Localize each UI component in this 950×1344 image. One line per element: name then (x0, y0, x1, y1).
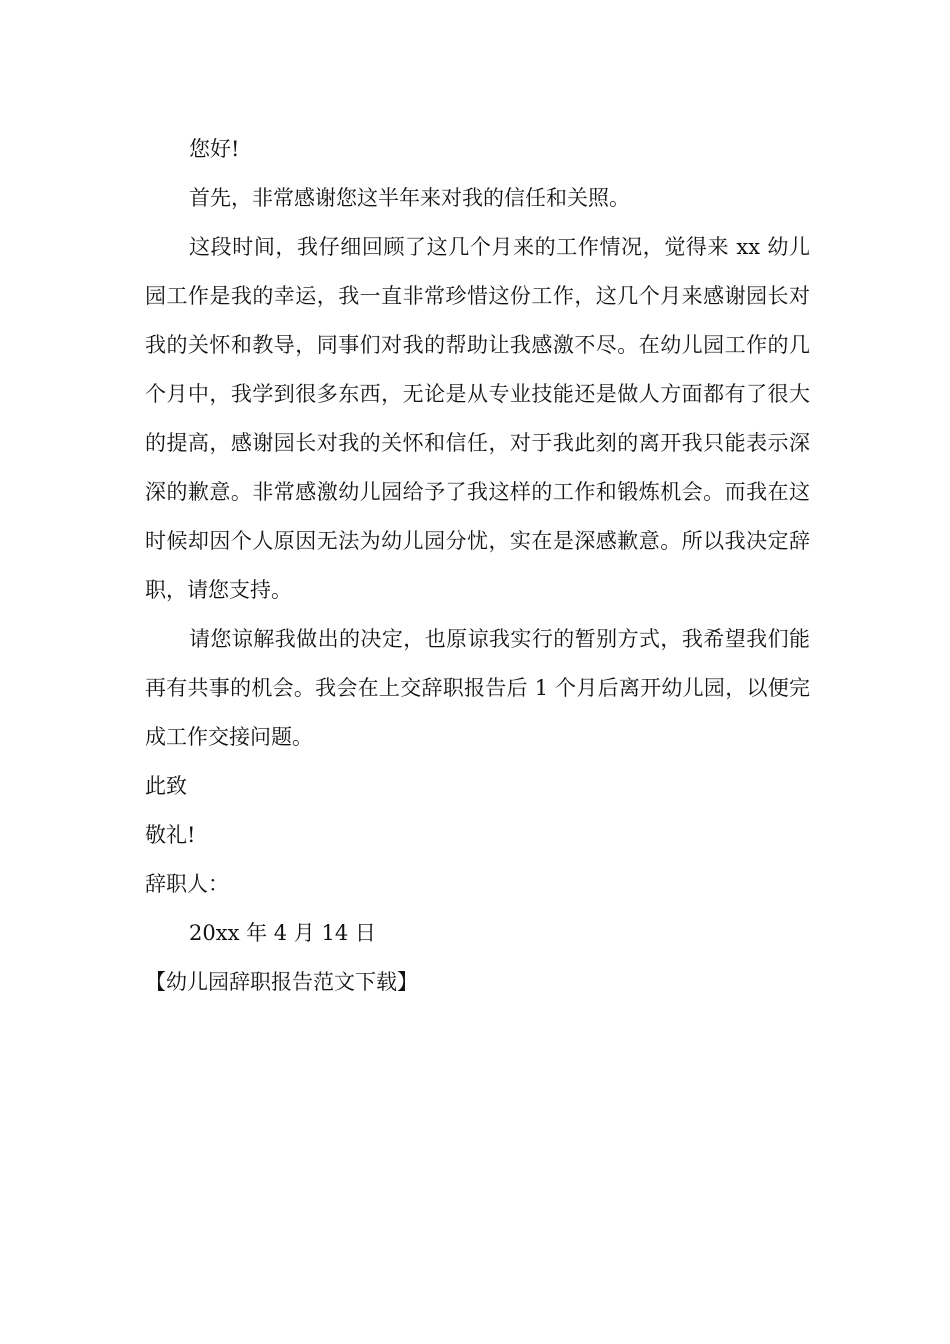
download-link[interactable]: 【幼儿园辞职报告范文下载】 (145, 970, 418, 994)
paragraph-thanks: 首先，非常感谢您这半年来对我的信任和关照。 (189, 186, 630, 210)
greeting: 您好! (189, 137, 240, 161)
closing-regards: 敬礼! (145, 823, 196, 847)
paragraph-reflection: 这段时间，我仔细回顾了这几个月来的工作情况，觉得来 xx 幼儿园工作是我的幸运，我一直非常珍惜这份工作，这几个月来感谢园长对我的关怀和教导，同事们对我的帮助让我感激不尽。在幼儿园工作的几个月中，我学到很多东西，无论是从专业技能还是做人方面都有了很大的提高，感谢园长对我的关怀和信任，对于我此刻的离开我只能表示深深的歉意。非常感激幼儿园给予了我这样的工作和锻炼机会。而我在这时候却因个人原因无法为幼儿园分忧，实在是深感歉意。所以我决定辞职，请您支持。 (145, 235, 810, 602)
closing-salutation: 此致 (145, 774, 187, 798)
resignation-letter (145, 125, 810, 1007)
paragraph-request: 请您谅解我做出的决定，也原谅我实行的暂别方式，我希望我们能再有共事的机会。我会在上交辞职报告后 1 个月后离开幼儿园，以便完成工作交接问题。 (145, 627, 810, 749)
signature-label: 辞职人： (145, 872, 229, 896)
letter-date: 20xx 年 4 月 14 日 (189, 921, 376, 945)
